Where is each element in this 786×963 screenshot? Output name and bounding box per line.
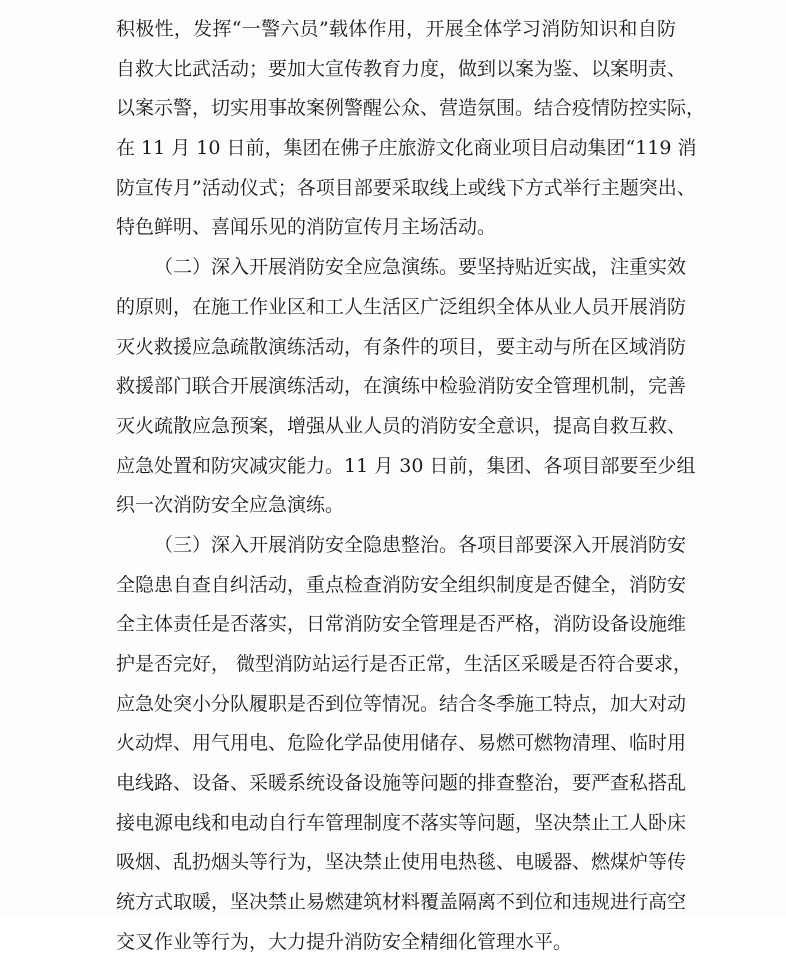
text-line: 护是否完好， 微型消防站运行是否正常，生活区采暖是否符合要求， xyxy=(116,653,693,675)
paragraph-section-3-hazard-rectification xyxy=(116,526,693,963)
text-line: 灭火救援应急疏散演练活动，有条件的项目，要主动与所在区域消防 xyxy=(116,335,687,358)
text-line: 接电源电线和电动自行车管理制度不落实等问题，坚决禁止工人卧床 xyxy=(116,811,687,834)
text-line: 自救大比武活动；要加大宣传教育力度，做到以案为鉴、以案明责、 xyxy=(116,57,687,80)
text-line: 火动焊、用气用电、危险化学品使用储存、易燃可燃物清理、临时用 xyxy=(116,732,687,755)
text-line: 的原则，在施工作业区和工人生活区广泛组织全体从业人员开展消防 xyxy=(116,295,687,318)
text-line: 救援部门联合开展演练活动，在演练中检验消防安全管理机制，完善 xyxy=(116,375,687,398)
text-line: 灭火疏散应急预案，增强从业人员的消防安全意识，提高自救互救、 xyxy=(116,414,687,437)
text-line: 交叉作业等行为，大力提升消防安全精细化管理水平。 xyxy=(116,930,573,953)
text-line: 电线路、设备、采暖系统设备设施等问题的排查整治，要严查私搭乱 xyxy=(116,772,687,795)
text-line: 特色鲜明、喜闻乐见的消防宣传月主场活动。 xyxy=(116,216,497,239)
text-line: 积极性，发挥“一警六员”载体作用，开展全体学习消防知识和自防 xyxy=(116,18,676,40)
text-line: 织一次消防安全应急演练。 xyxy=(116,494,345,517)
paragraph-section-2-emergency-drills xyxy=(116,248,696,526)
text-line: 应急处置和防灾减灾能力。11 月 30 日前，集团、各项目部要至少组 xyxy=(116,454,696,477)
paragraph-intro-continuation xyxy=(116,10,706,248)
text-line: 在 11 月 10 日前，集团在佛子庄旅游文化商业项目启动集团“119 消 xyxy=(116,137,697,160)
text-line: （二）深入开展消防安全应急演练。要坚持贴近实战，注重实效 xyxy=(154,256,687,279)
text-line: 以案示警，切实用事故案例警醒公众、营造氛围。结合疫情防控实际， xyxy=(116,97,706,120)
text-line: 防宣传月”活动仪式；各项目部要采取线上或线下方式举行主题突出、 xyxy=(116,176,696,199)
text-line: 全隐患自查自纠活动，重点检查消防安全组织制度是否健全，消防安 xyxy=(116,573,687,596)
text-line: 吸烟、乱扔烟头等行为，坚决禁止使用电热毯、电暖器、燃煤炉等传 xyxy=(116,851,687,874)
document-body xyxy=(116,10,706,963)
text-line: （三）深入开展消防安全隐患整治。各项目部要深入开展消防安 xyxy=(154,533,687,556)
text-line: 应急处突小分队履职是否到位等情况。结合冬季施工特点，加大对动 xyxy=(116,692,687,715)
text-line: 全主体责任是否落实，日常消防安全管理是否严格，消防设备设施维 xyxy=(116,613,687,636)
text-line: 统方式取暖，坚决禁止易燃建筑材料覆盖隔离不到位和违规进行高空 xyxy=(116,891,687,914)
